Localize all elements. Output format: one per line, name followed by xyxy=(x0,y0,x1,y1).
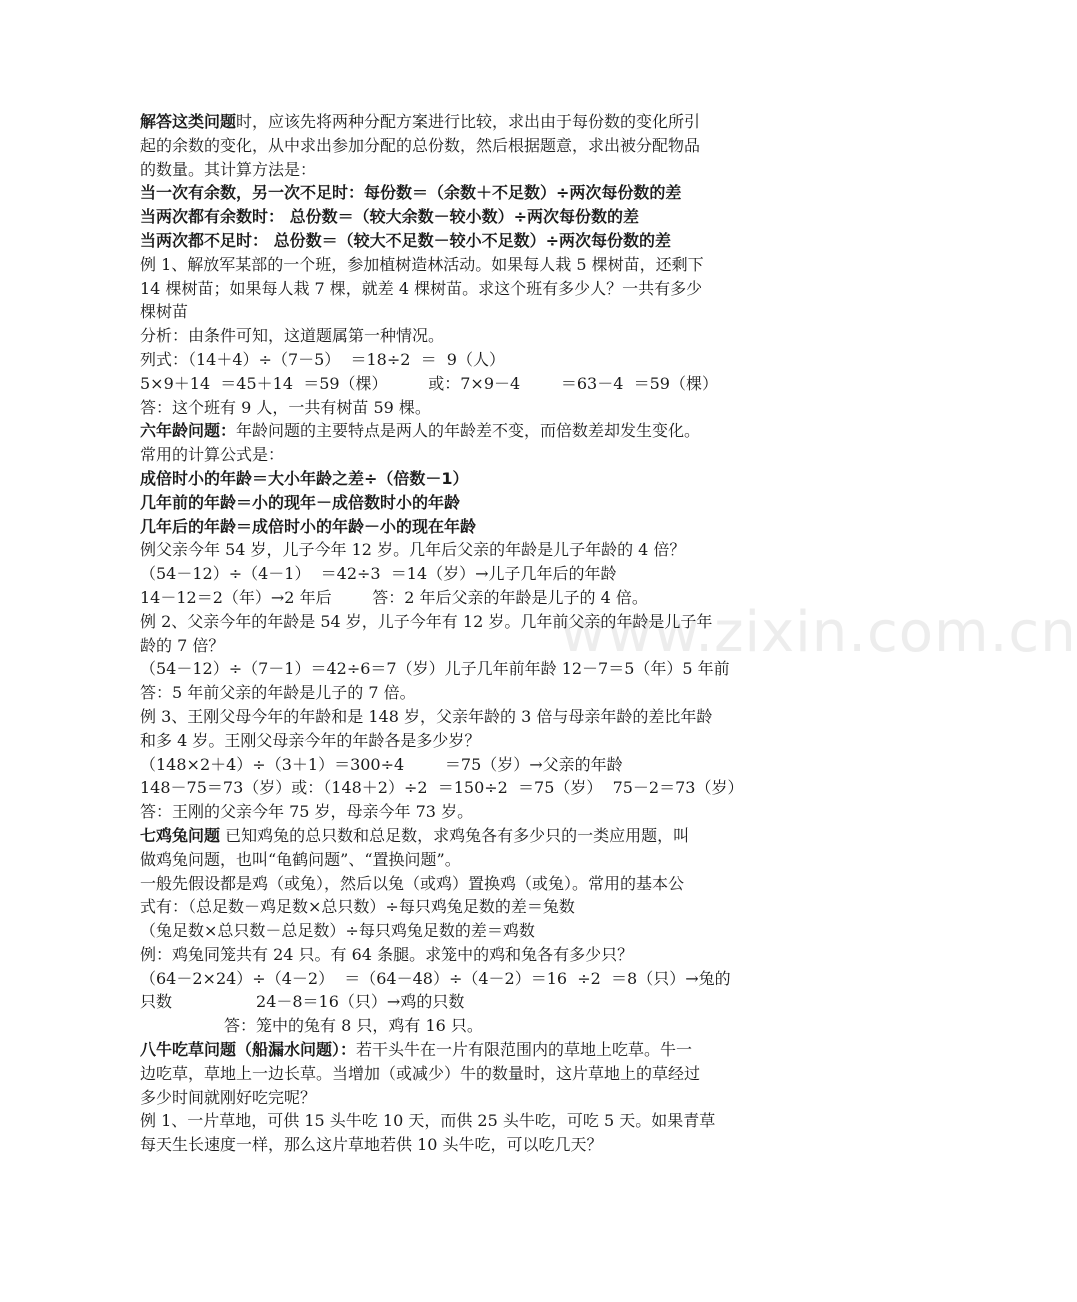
paragraph-line: 做鸡兔问题，也叫“龟鹤问题”、“置换问题”。 xyxy=(140,849,461,869)
equation-line: （148×2＋4）÷（3＋1）＝300÷4 ＝75（岁）→父亲的年龄 xyxy=(140,754,623,774)
example-line: 14 棵树苗；如果每人栽 7 棵，就差 4 棵树苗。求这个班有多少人？一共有多少 xyxy=(140,278,703,298)
paragraph-line: 边吃草，草地上一边长草。当增加（或减少）牛的数量时，这片草地上的草经过 xyxy=(140,1063,701,1083)
paragraph-line: （兔足数×总只数－总足数）÷每只鸡兔足数的差＝鸡数 xyxy=(140,921,535,941)
answer-line: 答：5 年前父亲的年龄是儿子的 7 倍。 xyxy=(140,683,416,703)
paragraph-line xyxy=(140,419,790,443)
paragraph-line: 一般先假设都是鸡（或兔），然后以兔（或鸡）置换鸡（或兔）。常用的基本公 xyxy=(140,873,685,893)
paragraph-line xyxy=(140,824,790,848)
formula-line: 几年前的年龄＝小的现年－成倍数时小的年龄 xyxy=(140,492,461,512)
paragraph-line: 起的余数的变化，从中求出参加分配的总份数，然后根据题意，求出被分配物品 xyxy=(140,135,701,155)
example-line: 例 2、父亲今年的年龄是 54 岁，儿子今年有 12 岁。几年前父亲的年龄是儿子年 xyxy=(140,611,713,631)
example-line: 例父亲今年 54 岁，儿子今年 12 岁。几年后父亲的年龄是儿子年龄的 4 倍？ xyxy=(140,540,686,560)
paragraph-line: 式有：（总足数－鸡足数×总只数）÷每只鸡兔足数的差＝兔数 xyxy=(140,897,575,917)
answer-line: 答：王刚的父亲今年 75 岁，母亲今年 73 岁。 xyxy=(140,802,474,822)
example-line: 棵树苗 xyxy=(140,302,189,322)
formula-line: 几年后的年龄＝成倍时小的年龄－小的现在年龄 xyxy=(140,516,477,536)
body-text: 时，应该先将两种分配方案进行比较，求出由于每份数的变化所引 xyxy=(236,112,701,131)
body-text: 24－8＝16（只）→鸡的只数 xyxy=(256,992,465,1012)
example-line: 例：鸡兔同笼共有 24 只。有 64 条腿。求笼中的鸡和兔各有多少只？ xyxy=(140,944,634,964)
answer-line: 答：这个班有 9 人，一共有树苗 59 棵。 xyxy=(140,397,431,417)
body-text: 若干头牛在一片有限范围内的草地上吃草。牛一 xyxy=(356,1040,693,1060)
body-text: 已知鸡兔的总只数和总足数，求鸡兔各有多少只的一类应用题，叫 xyxy=(220,825,690,845)
analysis-line: 分析：由条件可知，这道题属第一种情况。 xyxy=(140,326,445,346)
body-text: 只数 xyxy=(140,992,173,1012)
section-heading: 八牛吃草问题（船漏水问题）： xyxy=(140,1040,357,1060)
formula-line: 当两次都不足时： 总份数＝（较大不足数－较小不足数）÷两次每份数的差 xyxy=(140,230,671,250)
equation-line: 14－12＝2（年）→2 年后 答：2 年后父亲的年龄是儿子的 4 倍。 xyxy=(140,587,648,607)
example-line: 每天生长速度一样，那么这片草地若供 10 头牛吃，可以吃几天？ xyxy=(140,1135,603,1155)
example-line: 例 1、解放军某部的一个班，参加植树造林活动。如果每人栽 5 棵树苗，还剩下 xyxy=(140,254,704,274)
paragraph-line xyxy=(140,1038,790,1062)
paragraph-line: 多少时间就刚好吃完呢？ xyxy=(140,1087,317,1107)
document-page xyxy=(140,110,790,1157)
body-text: 答：笼中的兔有 8 只，鸡有 16 只。 xyxy=(224,1016,483,1036)
equation-line: （54－12）÷（7－1）＝42÷6＝7（岁）儿子几年前年龄 12－7＝5（年）5 年前 xyxy=(140,659,730,679)
example-line: 例 3、王刚父母今年的年龄和是 148 岁，父亲年龄的 3 倍与母亲年龄的差比年龄 xyxy=(140,706,713,726)
body-text: 年龄问题的主要特点是两人的年龄差不变，而倍数差却发生变化。 xyxy=(236,421,701,441)
section-heading: 解答这类问题 xyxy=(140,112,237,131)
example-line: 和多 4 岁。王刚父母亲今年的年龄各是多少岁？ xyxy=(140,730,481,750)
equation-line: （64－2×24）÷（4－2） ＝（64－48）÷（4－2）＝16 ÷2 ＝8（只）→兔的 xyxy=(140,968,731,988)
section-heading: 六年龄问题： xyxy=(140,421,237,441)
section-heading: 七鸡兔问题 xyxy=(140,825,221,845)
paragraph-line: 常用的计算公式是： xyxy=(140,445,285,465)
answer-line xyxy=(140,1014,790,1038)
paragraph-line: 的数量。其计算方法是： xyxy=(140,159,317,179)
equation-line: （54－12）÷（4－1） ＝42÷3 ＝14（岁）→儿子几年后的年龄 xyxy=(140,564,617,584)
formula-line: 成倍时小的年龄＝大小年龄之差÷（倍数－1） xyxy=(140,468,469,488)
formula-line: 当两次都有余数时： 总份数＝（较大余数－较小数）÷两次每份数的差 xyxy=(140,207,639,227)
watermark-text: www.zixin.com.cn xyxy=(560,600,1077,665)
equation-line xyxy=(140,990,790,1014)
formula-line: 当一次有余数，另一次不足时：每份数＝（余数＋不足数）÷两次每份数的差 xyxy=(140,183,682,203)
paragraph-line xyxy=(140,110,790,134)
equation-line: 5×9＋14 ＝45＋14 ＝59（棵） 或：7×9－4 ＝63－4 ＝59（棵） xyxy=(140,373,718,393)
equation-line: 148－75＝73（岁）或：（148＋2）÷2 ＝150÷2 ＝75（岁） 75－2＝73（岁） xyxy=(140,778,744,798)
equation-line: 列式：（14＋4）÷（7－5） ＝18÷2 ＝ 9（人） xyxy=(140,349,505,369)
example-line: 例 1、一片草地，可供 15 头牛吃 10 天，而供 25 头牛吃，可吃 5 天。如果青草 xyxy=(140,1111,716,1131)
example-line: 龄的 7 倍？ xyxy=(140,635,225,655)
